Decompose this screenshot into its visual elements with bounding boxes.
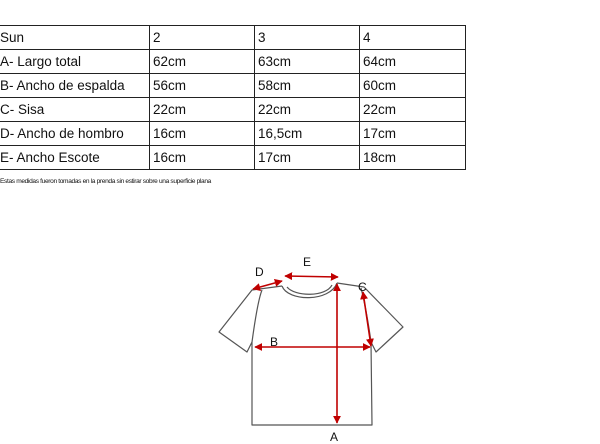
header-cell-size: Sun bbox=[0, 26, 150, 50]
t-shirt-outline-icon bbox=[219, 283, 403, 425]
value-cell: 64cm bbox=[360, 50, 466, 74]
value-cell: 16cm bbox=[150, 146, 255, 170]
value-cell: 22cm bbox=[255, 98, 360, 122]
row-label-cell: B- Ancho de espalda bbox=[0, 74, 150, 98]
header-cell-size-2: 2 bbox=[150, 26, 255, 50]
value-cell: 60cm bbox=[360, 74, 466, 98]
value-cell: 16,5cm bbox=[255, 122, 360, 146]
row-label-cell: D- Ancho de hombro bbox=[0, 122, 150, 146]
label-a: A bbox=[330, 430, 339, 444]
value-cell: 62cm bbox=[150, 50, 255, 74]
label-b: B bbox=[270, 335, 279, 349]
value-cell: 22cm bbox=[360, 98, 466, 122]
label-c: C bbox=[358, 280, 367, 294]
header-cell-size-4: 4 bbox=[360, 26, 466, 50]
value-cell: 18cm bbox=[360, 146, 466, 170]
value-cell: 63cm bbox=[255, 50, 360, 74]
header-cell-size-3: 3 bbox=[255, 26, 360, 50]
value-cell: 17cm bbox=[255, 146, 360, 170]
measurement-note: Estas medidas fueron tomadas en la prenda sin estirar sobre una superficie plana bbox=[0, 178, 211, 185]
label-e: E bbox=[303, 255, 312, 269]
value-cell: 16cm bbox=[150, 122, 255, 146]
value-cell: 22cm bbox=[150, 98, 255, 122]
row-label-cell: C- Sisa bbox=[0, 98, 150, 122]
row-label-cell: A- Largo total bbox=[0, 50, 150, 74]
row-label-cell: E- Ancho Escote bbox=[0, 146, 150, 170]
measure-line-c bbox=[363, 292, 371, 346]
value-cell: 56cm bbox=[150, 74, 255, 98]
value-cell: 58cm bbox=[255, 74, 360, 98]
label-d: D bbox=[255, 265, 264, 279]
value-cell: 17cm bbox=[360, 122, 466, 146]
measure-line-e bbox=[285, 276, 338, 277]
